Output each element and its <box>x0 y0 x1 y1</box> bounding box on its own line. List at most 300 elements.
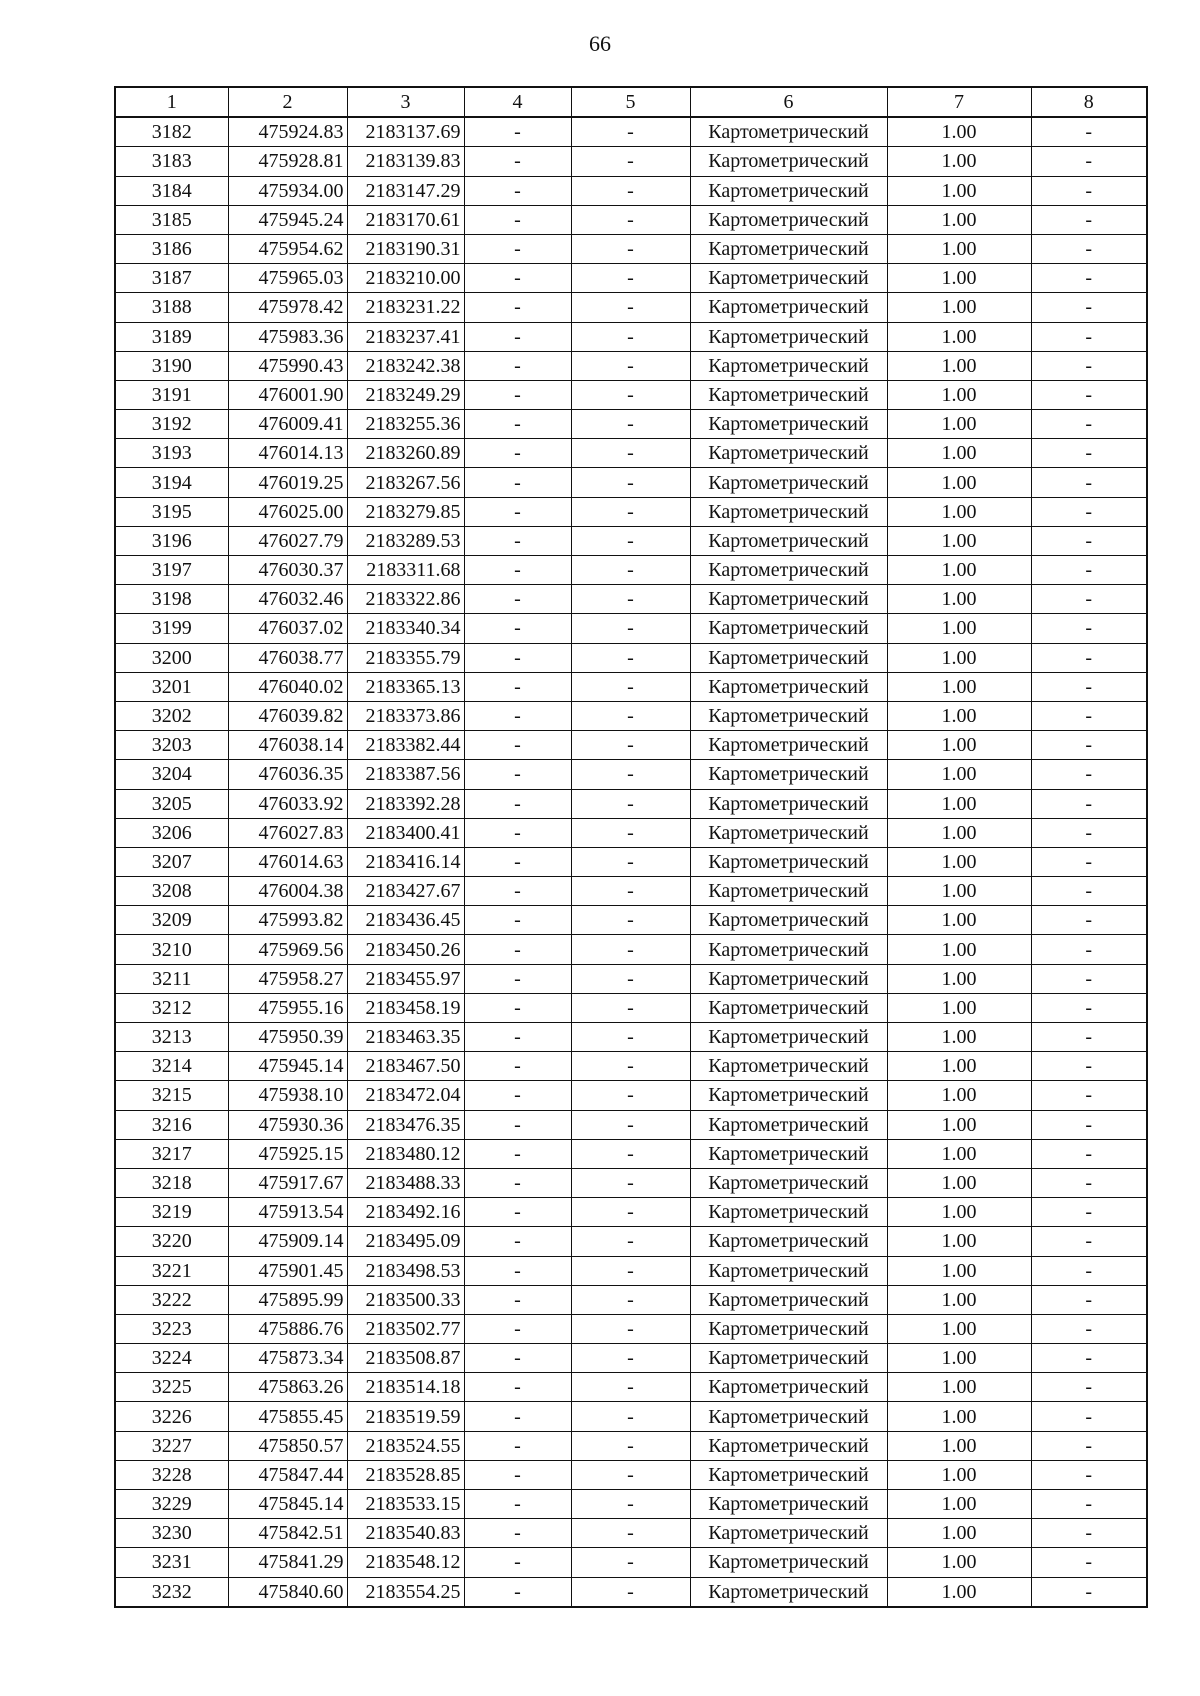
cell-method: Картометрический <box>690 1023 887 1052</box>
cell-accuracy: 1.00 <box>887 701 1031 730</box>
cell-coord-y: 2183365.13 <box>347 672 464 701</box>
cell-col-8-value: - <box>1031 877 1147 906</box>
cell-accuracy: 1.00 <box>887 1081 1031 1110</box>
cell-col-8-value: - <box>1031 1373 1147 1402</box>
cell-col-5-value: - <box>571 1081 690 1110</box>
cell-col-8-value: - <box>1031 322 1147 351</box>
cell-point-number: 3201 <box>115 672 228 701</box>
cell-col-8-value: - <box>1031 1110 1147 1139</box>
cell-col-4-value: - <box>464 1431 571 1460</box>
cell-coord-y: 2183476.35 <box>347 1110 464 1139</box>
cell-accuracy: 1.00 <box>887 789 1031 818</box>
cell-col-5-value: - <box>571 176 690 205</box>
table-row <box>115 1519 1147 1548</box>
cell-method: Картометрический <box>690 176 887 205</box>
cell-point-number: 3229 <box>115 1490 228 1519</box>
cell-point-number: 3188 <box>115 293 228 322</box>
cell-col-4-value: - <box>464 1577 571 1607</box>
table-body <box>115 117 1147 1607</box>
cell-col-4-value: - <box>464 1402 571 1431</box>
cell-method: Картометрический <box>690 672 887 701</box>
cell-point-number: 3220 <box>115 1227 228 1256</box>
cell-point-number: 3207 <box>115 847 228 876</box>
cell-coord-y: 2183279.85 <box>347 497 464 526</box>
cell-point-number: 3225 <box>115 1373 228 1402</box>
cell-coord-x: 476036.35 <box>228 760 347 789</box>
cell-coord-y: 2183472.04 <box>347 1081 464 1110</box>
cell-col-4-value: - <box>464 380 571 409</box>
cell-coord-y: 2183392.28 <box>347 789 464 818</box>
table-row <box>115 731 1147 760</box>
cell-accuracy: 1.00 <box>887 117 1031 147</box>
cell-col-4-value: - <box>464 1168 571 1197</box>
cell-col-8-value: - <box>1031 497 1147 526</box>
cell-col-4-value: - <box>464 614 571 643</box>
cell-coord-x: 475886.76 <box>228 1314 347 1343</box>
cell-col-8-value: - <box>1031 468 1147 497</box>
cell-coord-y: 2183373.86 <box>347 701 464 730</box>
table-row <box>115 1490 1147 1519</box>
cell-col-4-value: - <box>464 1256 571 1285</box>
cell-col-4-value: - <box>464 351 571 380</box>
cell-method: Картометрический <box>690 877 887 906</box>
cell-col-4-value: - <box>464 147 571 176</box>
cell-col-4-value: - <box>464 1052 571 1081</box>
cell-point-number: 3215 <box>115 1081 228 1110</box>
cell-method: Картометрический <box>690 1227 887 1256</box>
cell-coord-y: 2183492.16 <box>347 1198 464 1227</box>
cell-method: Картометрический <box>690 234 887 263</box>
cell-col-8-value: - <box>1031 410 1147 439</box>
cell-accuracy: 1.00 <box>887 497 1031 526</box>
cell-col-4-value: - <box>464 1227 571 1256</box>
cell-col-8-value: - <box>1031 1052 1147 1081</box>
table-row <box>115 147 1147 176</box>
cell-method: Картометрический <box>690 293 887 322</box>
table-row <box>115 1110 1147 1139</box>
table-row <box>115 1052 1147 1081</box>
cell-coord-x: 476027.79 <box>228 526 347 555</box>
cell-col-5-value: - <box>571 1139 690 1168</box>
cell-accuracy: 1.00 <box>887 1110 1031 1139</box>
cell-col-8-value: - <box>1031 1402 1147 1431</box>
header-cell-col-7: 7 <box>887 87 1031 117</box>
cell-method: Картометрический <box>690 556 887 585</box>
cell-point-number: 3194 <box>115 468 228 497</box>
header-cell-col-2: 2 <box>228 87 347 117</box>
cell-col-4-value: - <box>464 993 571 1022</box>
cell-col-4-value: - <box>464 293 571 322</box>
cell-coord-x: 476037.02 <box>228 614 347 643</box>
table-row <box>115 847 1147 876</box>
cell-col-8-value: - <box>1031 234 1147 263</box>
table-row <box>115 1344 1147 1373</box>
cell-col-5-value: - <box>571 468 690 497</box>
cell-method: Картометрический <box>690 1139 887 1168</box>
table-row <box>115 1314 1147 1343</box>
cell-col-4-value: - <box>464 1110 571 1139</box>
cell-col-4-value: - <box>464 643 571 672</box>
cell-col-8-value: - <box>1031 1577 1147 1607</box>
cell-point-number: 3212 <box>115 993 228 1022</box>
cell-accuracy: 1.00 <box>887 322 1031 351</box>
cell-accuracy: 1.00 <box>887 1168 1031 1197</box>
cell-method: Картометрический <box>690 760 887 789</box>
table-row <box>115 1373 1147 1402</box>
cell-col-8-value: - <box>1031 117 1147 147</box>
cell-col-5-value: - <box>571 614 690 643</box>
cell-method: Картометрический <box>690 497 887 526</box>
cell-col-4-value: - <box>464 701 571 730</box>
cell-coord-y: 2183387.56 <box>347 760 464 789</box>
cell-col-4-value: - <box>464 818 571 847</box>
cell-col-4-value: - <box>464 1460 571 1489</box>
cell-method: Картометрический <box>690 1110 887 1139</box>
cell-col-8-value: - <box>1031 380 1147 409</box>
cell-accuracy: 1.00 <box>887 760 1031 789</box>
cell-col-8-value: - <box>1031 176 1147 205</box>
cell-col-5-value: - <box>571 351 690 380</box>
cell-coord-x: 475954.62 <box>228 234 347 263</box>
cell-col-4-value: - <box>464 672 571 701</box>
cell-point-number: 3224 <box>115 1344 228 1373</box>
cell-method: Картометрический <box>690 964 887 993</box>
cell-method: Картометрический <box>690 1081 887 1110</box>
table-row <box>115 964 1147 993</box>
cell-accuracy: 1.00 <box>887 1227 1031 1256</box>
cell-col-8-value: - <box>1031 1139 1147 1168</box>
cell-col-5-value: - <box>571 293 690 322</box>
cell-col-5-value: - <box>571 935 690 964</box>
cell-coord-x: 475913.54 <box>228 1198 347 1227</box>
cell-coord-x: 476014.63 <box>228 847 347 876</box>
cell-coord-x: 475917.67 <box>228 1168 347 1197</box>
cell-coord-y: 2183502.77 <box>347 1314 464 1343</box>
cell-accuracy: 1.00 <box>887 643 1031 672</box>
cell-col-8-value: - <box>1031 643 1147 672</box>
cell-accuracy: 1.00 <box>887 1548 1031 1577</box>
cell-col-4-value: - <box>464 234 571 263</box>
cell-coord-y: 2183488.33 <box>347 1168 464 1197</box>
cell-coord-y: 2183528.85 <box>347 1460 464 1489</box>
cell-col-5-value: - <box>571 847 690 876</box>
cell-col-5-value: - <box>571 964 690 993</box>
cell-coord-y: 2183242.38 <box>347 351 464 380</box>
table-row <box>115 556 1147 585</box>
cell-col-4-value: - <box>464 1285 571 1314</box>
table-row <box>115 497 1147 526</box>
cell-col-5-value: - <box>571 1314 690 1343</box>
cell-col-5-value: - <box>571 672 690 701</box>
table-row <box>115 322 1147 351</box>
cell-coord-y: 2183255.36 <box>347 410 464 439</box>
cell-coord-x: 475983.36 <box>228 322 347 351</box>
cell-coord-x: 476039.82 <box>228 701 347 730</box>
cell-col-8-value: - <box>1031 760 1147 789</box>
table-row <box>115 1168 1147 1197</box>
cell-point-number: 3208 <box>115 877 228 906</box>
cell-col-8-value: - <box>1031 526 1147 555</box>
cell-method: Картометрический <box>690 614 887 643</box>
cell-col-5-value: - <box>571 1168 690 1197</box>
cell-col-5-value: - <box>571 1460 690 1489</box>
cell-accuracy: 1.00 <box>887 380 1031 409</box>
cell-coord-y: 2183554.25 <box>347 1577 464 1607</box>
cell-accuracy: 1.00 <box>887 906 1031 935</box>
cell-col-4-value: - <box>464 556 571 585</box>
cell-coord-y: 2183455.97 <box>347 964 464 993</box>
cell-method: Картометрический <box>690 264 887 293</box>
cell-accuracy: 1.00 <box>887 1139 1031 1168</box>
cell-coord-x: 475855.45 <box>228 1402 347 1431</box>
cell-accuracy: 1.00 <box>887 1314 1031 1343</box>
cell-coord-y: 2183267.56 <box>347 468 464 497</box>
cell-coord-x: 475863.26 <box>228 1373 347 1402</box>
cell-method: Картометрический <box>690 439 887 468</box>
cell-point-number: 3214 <box>115 1052 228 1081</box>
cell-accuracy: 1.00 <box>887 585 1031 614</box>
cell-col-4-value: - <box>464 1081 571 1110</box>
cell-col-5-value: - <box>571 1373 690 1402</box>
cell-col-8-value: - <box>1031 351 1147 380</box>
cell-coord-x: 475945.14 <box>228 1052 347 1081</box>
cell-point-number: 3191 <box>115 380 228 409</box>
cell-col-8-value: - <box>1031 847 1147 876</box>
cell-coord-y: 2183311.68 <box>347 556 464 585</box>
cell-coord-y: 2183260.89 <box>347 439 464 468</box>
cell-point-number: 3205 <box>115 789 228 818</box>
header-cell-col-5: 5 <box>571 87 690 117</box>
cell-accuracy: 1.00 <box>887 877 1031 906</box>
table-row <box>115 877 1147 906</box>
cell-col-5-value: - <box>571 322 690 351</box>
cell-coord-x: 476038.14 <box>228 731 347 760</box>
cell-coord-x: 475965.03 <box>228 264 347 293</box>
cell-col-5-value: - <box>571 1344 690 1373</box>
cell-coord-x: 475841.29 <box>228 1548 347 1577</box>
cell-col-5-value: - <box>571 1548 690 1577</box>
cell-accuracy: 1.00 <box>887 1052 1031 1081</box>
cell-coord-y: 2183480.12 <box>347 1139 464 1168</box>
cell-col-4-value: - <box>464 1548 571 1577</box>
table-row <box>115 1081 1147 1110</box>
cell-col-5-value: - <box>571 993 690 1022</box>
cell-accuracy: 1.00 <box>887 234 1031 263</box>
cell-point-number: 3195 <box>115 497 228 526</box>
cell-method: Картометрический <box>690 1285 887 1314</box>
cell-point-number: 3196 <box>115 526 228 555</box>
cell-accuracy: 1.00 <box>887 1198 1031 1227</box>
cell-col-5-value: - <box>571 789 690 818</box>
cell-col-4-value: - <box>464 1023 571 1052</box>
cell-col-8-value: - <box>1031 818 1147 847</box>
cell-method: Картометрический <box>690 117 887 147</box>
cell-col-4-value: - <box>464 264 571 293</box>
cell-method: Картометрический <box>690 818 887 847</box>
table-row <box>115 1431 1147 1460</box>
cell-method: Картометрический <box>690 147 887 176</box>
cell-coord-y: 2183519.59 <box>347 1402 464 1431</box>
cell-coord-y: 2183190.31 <box>347 234 464 263</box>
cell-accuracy: 1.00 <box>887 526 1031 555</box>
cell-col-4-value: - <box>464 117 571 147</box>
table-row <box>115 117 1147 147</box>
cell-method: Картометрический <box>690 906 887 935</box>
cell-coord-x: 476019.25 <box>228 468 347 497</box>
cell-coord-y: 2183170.61 <box>347 205 464 234</box>
cell-method: Картометрический <box>690 526 887 555</box>
cell-coord-y: 2183289.53 <box>347 526 464 555</box>
table-row <box>115 701 1147 730</box>
cell-col-8-value: - <box>1031 205 1147 234</box>
cell-point-number: 3187 <box>115 264 228 293</box>
table-row <box>115 1402 1147 1431</box>
cell-coord-x: 475950.39 <box>228 1023 347 1052</box>
table-row <box>115 1227 1147 1256</box>
cell-col-8-value: - <box>1031 556 1147 585</box>
cell-col-8-value: - <box>1031 1285 1147 1314</box>
cell-accuracy: 1.00 <box>887 1431 1031 1460</box>
cell-point-number: 3193 <box>115 439 228 468</box>
cell-col-4-value: - <box>464 731 571 760</box>
cell-coord-y: 2183237.41 <box>347 322 464 351</box>
cell-method: Картометрический <box>690 205 887 234</box>
cell-accuracy: 1.00 <box>887 293 1031 322</box>
cell-point-number: 3230 <box>115 1519 228 1548</box>
cell-col-5-value: - <box>571 1256 690 1285</box>
table-row <box>115 818 1147 847</box>
header-row <box>115 87 1147 117</box>
cell-point-number: 3226 <box>115 1402 228 1431</box>
cell-coord-y: 2183139.83 <box>347 147 464 176</box>
cell-col-4-value: - <box>464 439 571 468</box>
cell-col-4-value: - <box>464 176 571 205</box>
cell-col-8-value: - <box>1031 701 1147 730</box>
cell-accuracy: 1.00 <box>887 205 1031 234</box>
cell-coord-x: 476040.02 <box>228 672 347 701</box>
cell-coord-x: 475842.51 <box>228 1519 347 1548</box>
cell-method: Картометрический <box>690 1519 887 1548</box>
cell-method: Картометрический <box>690 322 887 351</box>
cell-coord-y: 2183427.67 <box>347 877 464 906</box>
cell-method: Картометрический <box>690 1548 887 1577</box>
cell-col-4-value: - <box>464 1490 571 1519</box>
cell-coord-x: 476014.13 <box>228 439 347 468</box>
cell-point-number: 3204 <box>115 760 228 789</box>
table-row <box>115 672 1147 701</box>
header-cell-col-3: 3 <box>347 87 464 117</box>
table-row <box>115 906 1147 935</box>
cell-col-4-value: - <box>464 1198 571 1227</box>
cell-col-4-value: - <box>464 964 571 993</box>
cell-coord-y: 2183495.09 <box>347 1227 464 1256</box>
cell-point-number: 3216 <box>115 1110 228 1139</box>
cell-accuracy: 1.00 <box>887 614 1031 643</box>
header-cell-col-6: 6 <box>690 87 887 117</box>
cell-coord-x: 475840.60 <box>228 1577 347 1607</box>
cell-col-4-value: - <box>464 205 571 234</box>
header-cell-col-4: 4 <box>464 87 571 117</box>
cell-accuracy: 1.00 <box>887 1023 1031 1052</box>
table-row <box>115 264 1147 293</box>
cell-coord-y: 2183249.29 <box>347 380 464 409</box>
cell-point-number: 3184 <box>115 176 228 205</box>
cell-col-8-value: - <box>1031 1256 1147 1285</box>
cell-point-number: 3232 <box>115 1577 228 1607</box>
cell-col-8-value: - <box>1031 147 1147 176</box>
cell-col-5-value: - <box>571 877 690 906</box>
cell-col-5-value: - <box>571 1402 690 1431</box>
cell-method: Картометрический <box>690 847 887 876</box>
cell-method: Картометрический <box>690 789 887 818</box>
cell-method: Картометрический <box>690 1314 887 1343</box>
cell-point-number: 3221 <box>115 1256 228 1285</box>
cell-coord-y: 2183340.34 <box>347 614 464 643</box>
cell-col-5-value: - <box>571 264 690 293</box>
cell-accuracy: 1.00 <box>887 1519 1031 1548</box>
cell-coord-y: 2183548.12 <box>347 1548 464 1577</box>
cell-col-5-value: - <box>571 1490 690 1519</box>
cell-coord-x: 475930.36 <box>228 1110 347 1139</box>
cell-method: Картометрический <box>690 1168 887 1197</box>
cell-accuracy: 1.00 <box>887 731 1031 760</box>
cell-method: Картометрический <box>690 585 887 614</box>
cell-col-5-value: - <box>571 556 690 585</box>
cell-point-number: 3203 <box>115 731 228 760</box>
table-row <box>115 1460 1147 1489</box>
cell-col-5-value: - <box>571 1431 690 1460</box>
cell-accuracy: 1.00 <box>887 818 1031 847</box>
cell-col-8-value: - <box>1031 1168 1147 1197</box>
cell-col-8-value: - <box>1031 731 1147 760</box>
cell-col-5-value: - <box>571 1052 690 1081</box>
cell-coord-x: 476004.38 <box>228 877 347 906</box>
table-row <box>115 789 1147 818</box>
cell-col-8-value: - <box>1031 672 1147 701</box>
cell-coord-x: 475945.24 <box>228 205 347 234</box>
table-row <box>115 380 1147 409</box>
cell-accuracy: 1.00 <box>887 1460 1031 1489</box>
cell-col-5-value: - <box>571 147 690 176</box>
table-row <box>115 351 1147 380</box>
cell-method: Картометрический <box>690 701 887 730</box>
table-row <box>115 1023 1147 1052</box>
cell-col-5-value: - <box>571 906 690 935</box>
table-row <box>115 585 1147 614</box>
cell-point-number: 3231 <box>115 1548 228 1577</box>
cell-accuracy: 1.00 <box>887 410 1031 439</box>
cell-coord-y: 2183137.69 <box>347 117 464 147</box>
cell-col-5-value: - <box>571 1519 690 1548</box>
table-row <box>115 1198 1147 1227</box>
coordinates-table <box>114 86 1148 1608</box>
table-row <box>115 526 1147 555</box>
cell-col-8-value: - <box>1031 1227 1147 1256</box>
cell-method: Картометрический <box>690 1402 887 1431</box>
cell-method: Картометрический <box>690 351 887 380</box>
table-row <box>115 410 1147 439</box>
table-row <box>115 176 1147 205</box>
cell-coord-x: 475993.82 <box>228 906 347 935</box>
cell-point-number: 3197 <box>115 556 228 585</box>
cell-coord-y: 2183498.53 <box>347 1256 464 1285</box>
cell-method: Картометрический <box>690 1577 887 1607</box>
cell-point-number: 3219 <box>115 1198 228 1227</box>
cell-accuracy: 1.00 <box>887 935 1031 964</box>
table-row <box>115 760 1147 789</box>
table-row <box>115 614 1147 643</box>
cell-method: Картометрический <box>690 1256 887 1285</box>
